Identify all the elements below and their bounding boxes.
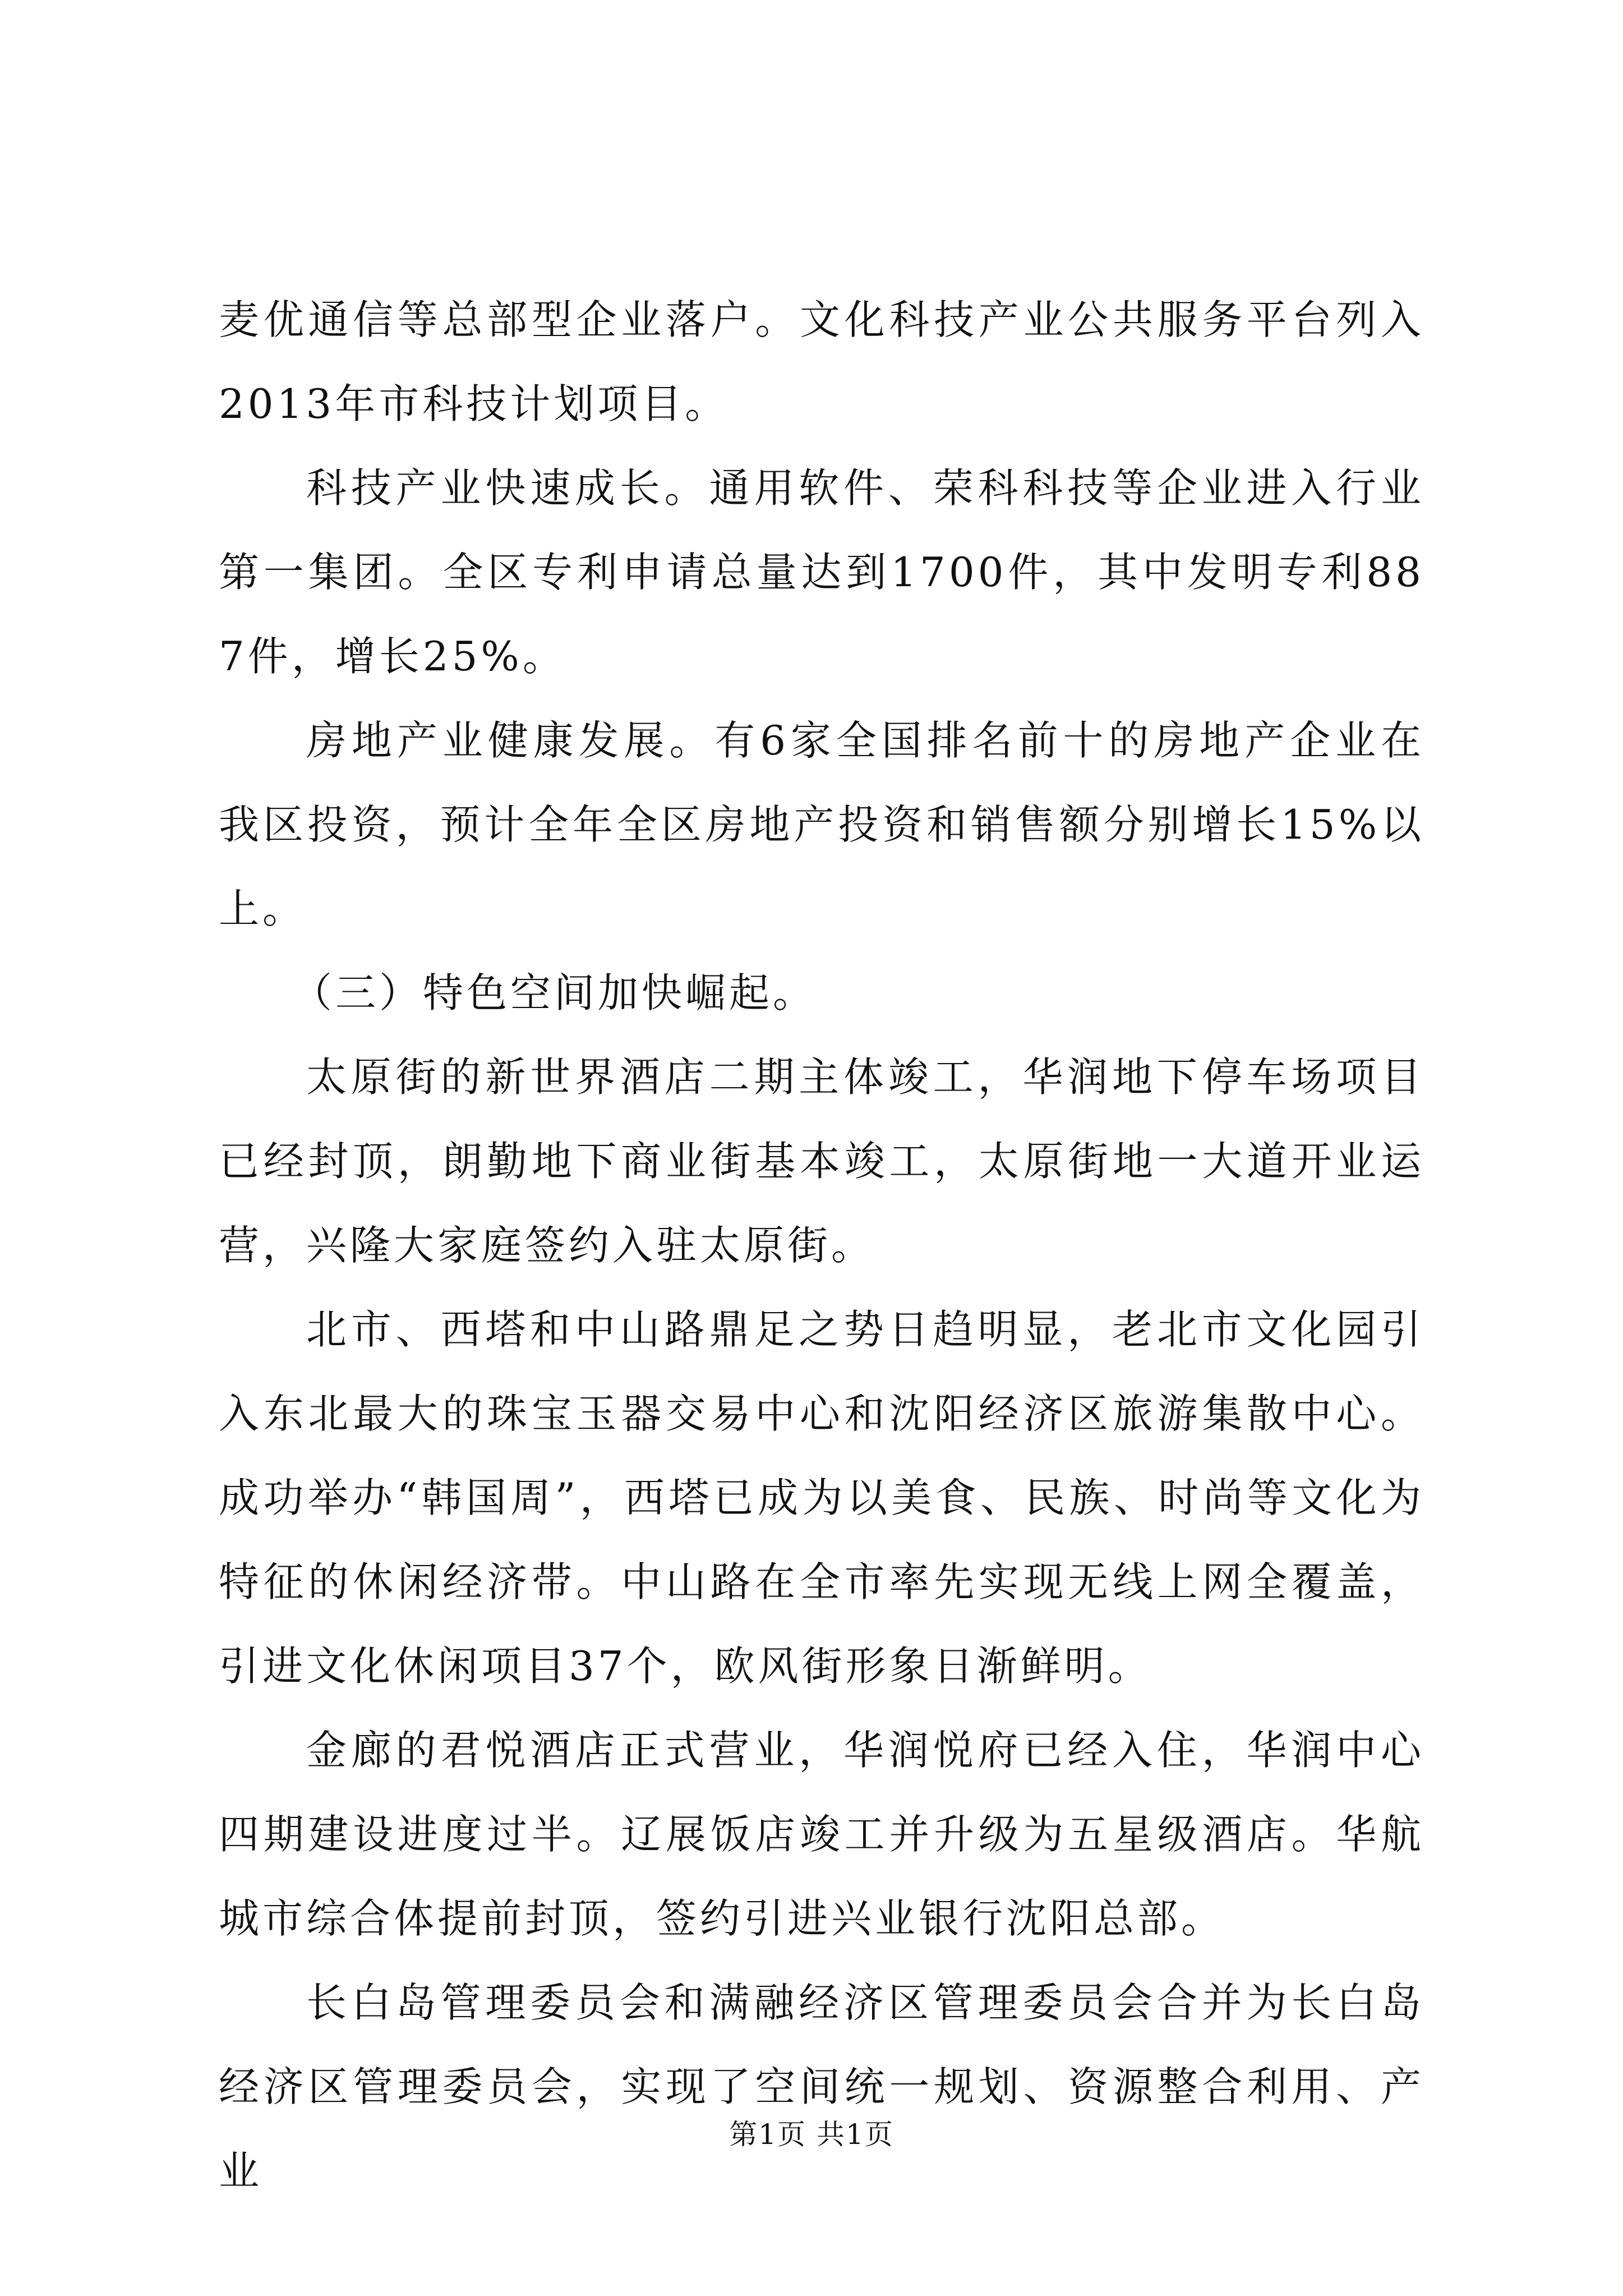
paragraph-continuation: 麦优通信等总部型企业落户。文化科技产业公共服务平台列入2013年市科技计划项目。 [219,296,1424,427]
paragraph-changbai-island: 长白岛管理委员会和满融经济区管理委员会合并为长白岛经济区管理委员会，实现了空间统一规划、资源整合利用、产业 [219,1979,1424,2194]
page-footer: 第1页 共1页 [729,2118,894,2151]
document-body [219,278,1424,2213]
paragraph-beishi-xita-zhongshan: 北市、西塔和中山路鼎足之势日趋明显，老北市文化园引入东北最大的珠宝玉器交易中心和沈阳经济区旅游集散中心。成功举办“韩国周”，西塔已成为以美食、民族、时尚等文化为特征的休闲经济带。中山路在全市率先实现无线上网全覆盖，引进文化休闲项目37个，欧风街形象日渐鲜明。 [219,1306,1424,1690]
paragraph-tech-industry: 科技产业快速成长。通用软件、荣科科技等企业进入行业第一集团。全区专利申请总量达到1700件，其中发明专利887件，增长25%。 [219,464,1424,680]
section-heading: （三）特色空间加快崛起。 [292,969,817,1016]
paragraph-real-estate: 房地产业健康发展。有6家全国排名前十的房地产企业在我区投资，预计全年全区房地产投资和销售额分别增长15%以上。 [219,717,1424,932]
paragraph-taiyuan-street: 太原街的新世界酒店二期主体竣工，华润地下停车场项目已经封顶，朗勤地下商业街基本竣工，太原街地一大道开业运营，兴隆大家庭签约入驻太原街。 [219,1053,1424,1269]
paragraph-golden-corridor: 金廊的君悦酒店正式营业，华润悦府已经入住，华润中心四期建设进度过半。辽展饭店竣工并升级为五星级酒店。华航城市综合体提前封顶，签约引进兴业银行沈阳总部。 [219,1727,1424,1942]
